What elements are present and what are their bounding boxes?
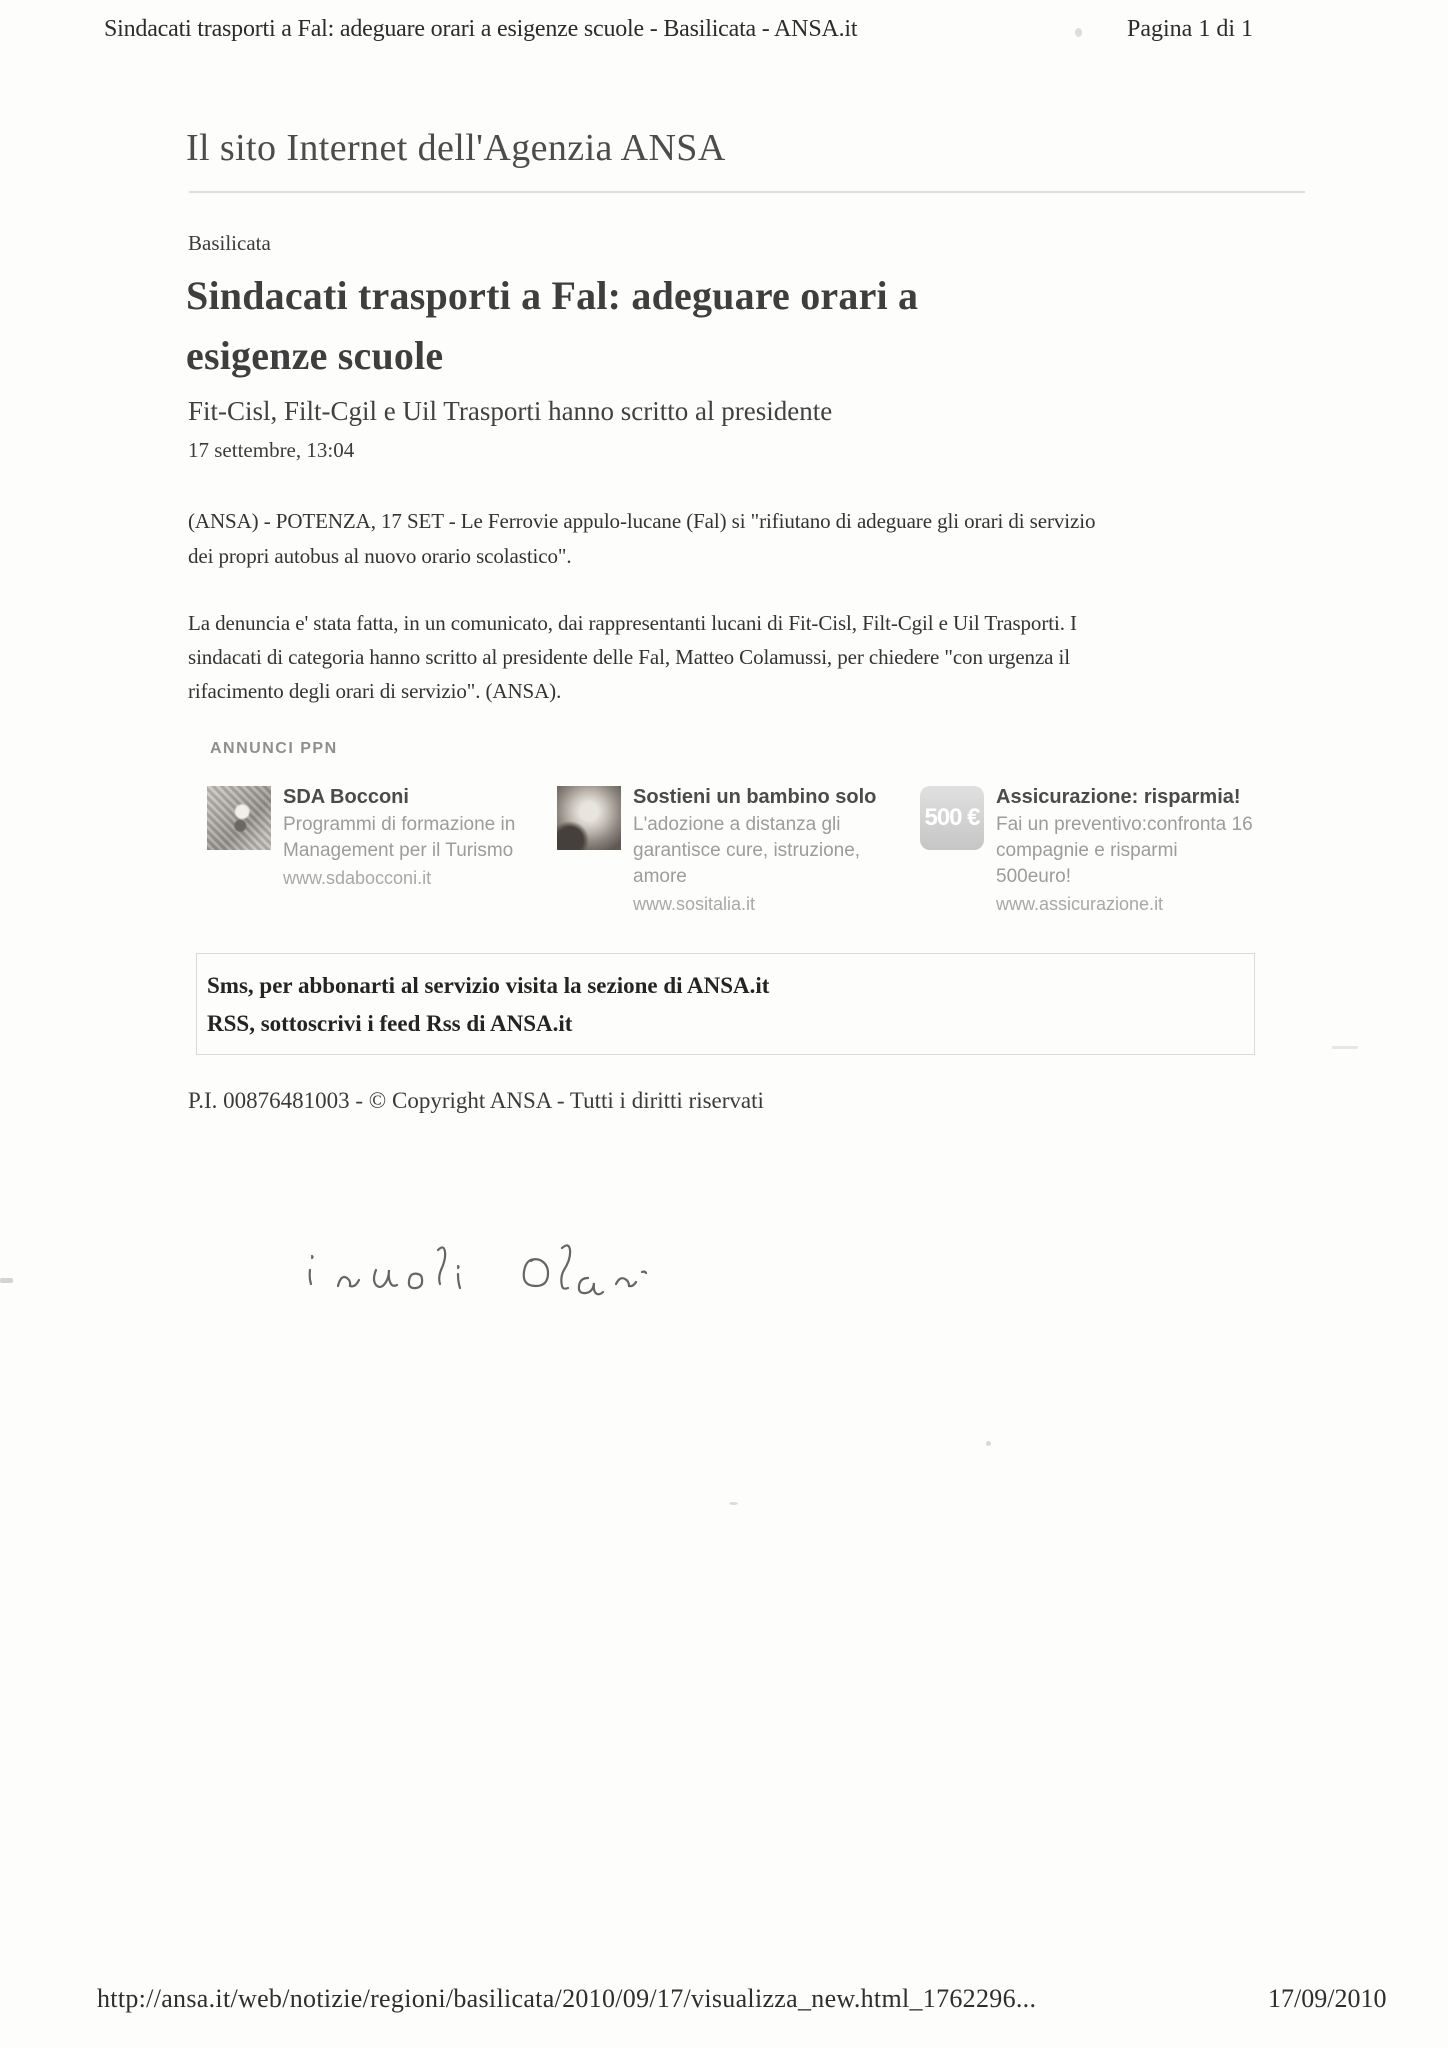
article-headline xyxy=(186,266,918,386)
ad-title: SDA Bocconi xyxy=(283,786,409,808)
paragraph-line: La denuncia e' stata fatta, in un comunicato, dai rappresentanti lucani di Fit-Cisl, Filt-Cgil e Uil Trasporti. I xyxy=(188,611,1077,635)
print-header-title: Sindacati trasporti a Fal: adeguare orari a esigenze scuole - Basilicata - ANSA.it xyxy=(104,16,858,42)
paragraph-line: rifacimento degli orari di servizio". (ANSA). xyxy=(188,679,562,703)
ad-thumbnail-child-photo xyxy=(557,786,621,850)
article-paragraph xyxy=(188,606,1077,708)
ads-section-label: ANNUNCI PPN xyxy=(210,740,338,757)
ad-description-line: garantisce cure, istruzione, xyxy=(633,840,861,861)
category-label: Basilicata xyxy=(188,231,271,255)
print-footer-url: http://ansa.it/web/notizie/regioni/basilicata/2010/09/17/visualizza_new.html_1762296... xyxy=(97,1984,1037,2013)
headline-line: Sindacati trasporti a Fal: adeguare orari a xyxy=(186,273,919,318)
paragraph-line: (ANSA) - POTENZA, 17 SET - Le Ferrovie appulo-lucane (Fal) si "rifiutano di adeguare gli orari di servizio xyxy=(188,509,1096,533)
copyright-legal-text: P.I. 00876481003 - © Copyright ANSA - Tutti i diritti riservati xyxy=(188,1088,764,1113)
print-footer-date: 17/09/2010 xyxy=(1268,1984,1387,2013)
ad-thumbnail-500-euro-badge xyxy=(920,786,984,850)
sms-subscribe-line: Sms, per abbonarti al servizio visita la sezione di ANSA.it xyxy=(207,973,770,998)
paragraph-line: sindacati di categoria hanno scritto al presidente delle Fal, Matteo Colamussi, per chiedere "con urgenza il xyxy=(188,645,1070,669)
badge-text: 500 € xyxy=(924,804,980,831)
ad-description-line: Management per il Turismo xyxy=(283,840,514,861)
handwriting-strokes xyxy=(290,1222,660,1322)
ad-title: Assicurazione: risparmia! xyxy=(996,786,1241,808)
article-datetime: 17 settembre, 13:04 xyxy=(188,438,355,462)
ad-description-line: Programmi di formazione in xyxy=(283,814,516,835)
ad-thumbnail-photo xyxy=(207,786,271,850)
rss-subscribe-line: RSS, sottoscrivi i feed Rss di ANSA.it xyxy=(207,1011,573,1036)
handwritten-note xyxy=(290,1222,660,1327)
sms-rss-subscribe-box xyxy=(196,953,1255,1055)
scan-artifact xyxy=(1075,28,1082,37)
ad-description-line: compagnie e risparmi xyxy=(996,840,1178,861)
scan-artifact xyxy=(986,1441,991,1446)
article-paragraph xyxy=(188,504,1095,574)
ad-description-line: 500euro! xyxy=(996,866,1072,887)
scan-artifact xyxy=(1332,1046,1358,1049)
scan-artifact xyxy=(729,1502,738,1505)
ad-assicurazione xyxy=(920,786,1265,917)
ad-sostieni-bambino xyxy=(557,786,912,917)
paragraph-line: dei propri autobus al nuovo orario scolastico". xyxy=(188,544,572,568)
ad-url: www.assicurazione.it xyxy=(996,894,1164,914)
article-subheadline: Fit-Cisl, Filt-Cgil e Uil Trasporti hanno scritto al presidente xyxy=(188,396,833,426)
ad-sda-bocconi xyxy=(207,786,552,891)
ad-url: www.sositalia.it xyxy=(633,894,756,914)
ad-description-line: amore xyxy=(633,866,687,887)
ad-url: www.sdabocconi.it xyxy=(283,868,432,888)
ad-description-line: L'adozione a distanza gli xyxy=(633,814,841,835)
ad-title: Sostieni un bambino solo xyxy=(633,786,877,808)
header-divider xyxy=(189,191,1305,193)
site-title: Il sito Internet dell'Agenzia ANSA xyxy=(186,127,726,169)
print-header-page-number: Pagina 1 di 1 xyxy=(1127,16,1253,42)
ad-description-line: Fai un preventivo:confronta 16 xyxy=(996,814,1253,835)
headline-line: esigenze scuole xyxy=(186,333,444,378)
scan-artifact xyxy=(0,1278,13,1283)
